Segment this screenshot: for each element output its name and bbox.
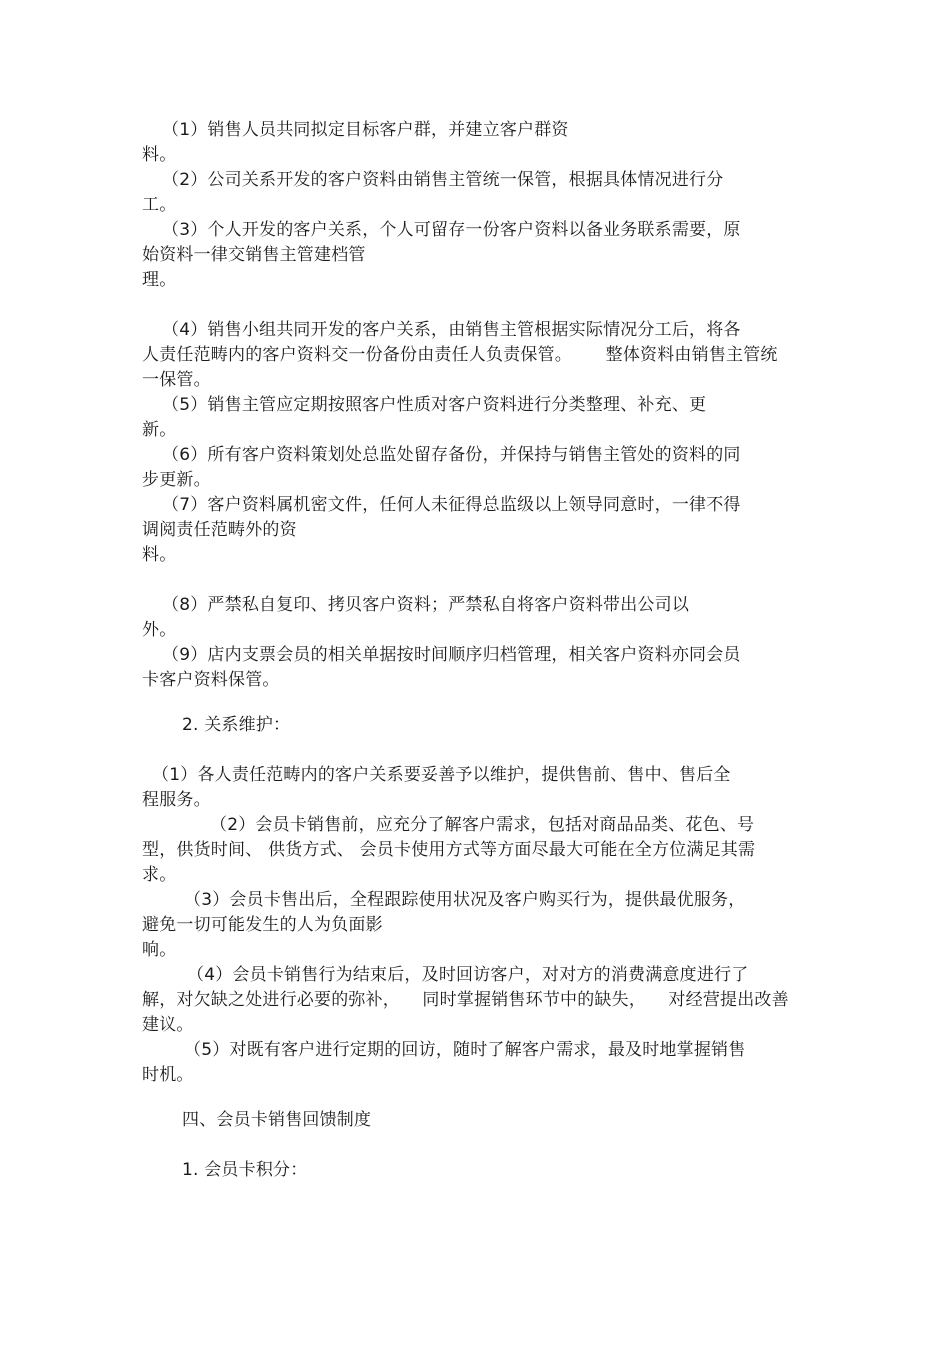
section-heading: 2. 关系维护： bbox=[182, 715, 291, 735]
text-line: 求。 bbox=[142, 865, 177, 885]
text-line: 建议。 bbox=[142, 1015, 194, 1035]
text-line: 工。 bbox=[142, 195, 177, 215]
text-line: 步更新。 bbox=[142, 470, 211, 490]
text-line: 程服务。 bbox=[142, 790, 211, 810]
text-line: （5）对既有客户进行定期的回访，随时了解客户需求，最及时地掌握销售 bbox=[184, 1040, 746, 1060]
text-line: 调阅责任范畴外的资 bbox=[142, 520, 297, 540]
section-heading: 四、会员卡销售回馈制度 bbox=[182, 1110, 372, 1130]
text-line: 避免一切可能发生的人为负面影 bbox=[142, 915, 383, 935]
text-line: 卡客户资料保管。 bbox=[142, 670, 280, 690]
text-line: 外。 bbox=[142, 620, 177, 640]
text-line: （9）店内支票会员的相关单据按时间顺序归档管理，相关客户资料亦同会员 bbox=[162, 645, 741, 665]
text-line: （2）公司关系开发的客户资料由销售主管统一保管，根据具体情况进行分 bbox=[162, 170, 724, 190]
text-line: 人责任范畴内的客户资料交一份备份由责任人负责保管。 整体资料由销售主管统 bbox=[142, 345, 778, 365]
text-line: （7）客户资料属机密文件，任何人未征得总监级以上领导同意时，一律不得 bbox=[162, 495, 741, 515]
text-line: 时机。 bbox=[142, 1065, 194, 1085]
text-line: 理。 bbox=[142, 270, 177, 290]
text-line: 解，对欠缺之处进行必要的弥补， 同时掌握销售环节中的缺失， 对经营提出改善 bbox=[142, 990, 789, 1010]
text-line: 始资料一律交销售主管建档管 bbox=[142, 245, 366, 265]
text-line: 一保管。 bbox=[142, 370, 211, 390]
text-line: （3）会员卡售出后，全程跟踪使用状况及客户购买行为，提供最优服务， bbox=[184, 890, 746, 910]
text-line: （5）销售主管应定期按照客户性质对客户资料进行分类整理、补充、更 bbox=[162, 395, 707, 415]
text-line: （8）严禁私自复印、拷贝客户资料；严禁私自将客户资料带出公司以 bbox=[162, 595, 690, 615]
text-line: （1）销售人员共同拟定目标客户群，并建立客户群资 bbox=[162, 120, 569, 140]
text-line: （4）销售小组共同开发的客户关系，由销售主管根据实际情况分工后，将各 bbox=[162, 320, 741, 340]
text-line: 料。 bbox=[142, 545, 177, 565]
text-line: 型，供货时间、 供货方式、 会员卡使用方式等方面尽最大可能在全方位满足其需 bbox=[142, 840, 756, 860]
section-heading: 1. 会员卡积分： bbox=[182, 1160, 308, 1180]
text-line: 料。 bbox=[142, 145, 177, 165]
text-line: （1）各人责任范畴内的客户关系要妥善予以维护，提供售前、售中、售后全 bbox=[152, 765, 731, 785]
text-line: 新。 bbox=[142, 420, 177, 440]
text-line: （2）会员卡销售前，应充分了解客户需求，包括对商品品类、花色、号 bbox=[210, 815, 755, 835]
text-line: （4）会员卡销售行为结束后，及时回访客户，对对方的消费满意度进行了 bbox=[187, 965, 749, 985]
text-line: 响。 bbox=[142, 940, 177, 960]
text-line: （3）个人开发的客户关系，个人可留存一份客户资料以备业务联系需要，原 bbox=[162, 220, 741, 240]
text-line: （6）所有客户资料策划处总监处留存备份，并保持与销售主管处的资料的同 bbox=[162, 445, 741, 465]
